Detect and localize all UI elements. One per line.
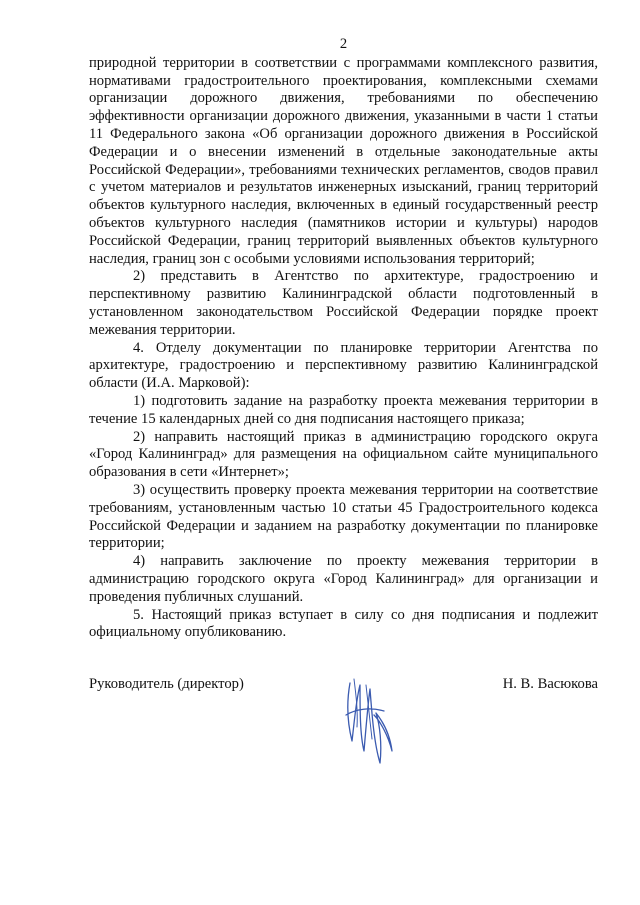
signatory-name: Н. В. Васюкова <box>502 676 598 692</box>
paragraph-item-4-send-conclusion: 4) направить заключение по проекту межевания территории в администрацию городского округа «Город Калининград» для организации и проведения публичных слушаний. <box>89 553 598 605</box>
paragraph-section-5: 5. Настоящий приказ вступает в силу со дня подписания и подлежит официальному опубликованию. <box>89 606 598 641</box>
paragraph-section-4: 4. Отделу документации по планировке территории Агентства по архитектуре, градостроению и перспективному развитию Калининградской области (И.А. Марковой): <box>89 339 598 392</box>
paragraph-item-3-check-project: 3) осуществить проверку проекта межевания территории на соответствие требованиям, установленным частью 10 статьи 45 Градостроительного кодекса Российской Федерации и заданием на разработку документации по планировке территории; <box>89 481 598 552</box>
paragraph-continuation: природной территории в соответствии с программами комплексного развития, нормативами градостроительного проектирования, комплексными схемами организации дорожного движения, требованиями по обеспечению эффективности организации дорожного движения, указанными в части 1 статьи 11 Федерального закона «Об организации дорожного движения в Российской Федерации и о внесении изменений в отдельные законодательные акты Российской Федерации», требованиями технических регламентов, сводов правил с учетом материалов и результатов инженерных изысканий, границ территорий объектов культурного наследия, включенных в единый государственный реестр объектов культурного наследия (памятников истории и культуры) народов Российской Федерации, границ территорий выявленных объектов культурного наследия, границ зон с особыми условиями использования территорий; <box>89 54 598 267</box>
signatory-position: Руководитель (директор) <box>89 676 244 692</box>
page-number: 2 <box>339 36 348 52</box>
document-page <box>89 36 598 642</box>
handwritten-signature <box>330 655 410 775</box>
paragraph-item-2-submit: 2) представить в Агентство по архитектуре, градостроению и перспективному развитию Калининградской области подготовленный в установленном законодательством Российской Федерации порядке проект межевания территории. <box>89 268 598 338</box>
paragraph-item-1-prepare-task: 1) подготовить задание на разработку проекта межевания территории в течение 15 календарных дней со дня подписания настоящего приказа; <box>89 392 598 427</box>
paragraph-item-2-send-order: 2) направить настоящий приказ в администрацию городского округа «Город Калининград» для размещения на официальном сайте муниципального образования в сети «Интернет»; <box>89 428 598 481</box>
